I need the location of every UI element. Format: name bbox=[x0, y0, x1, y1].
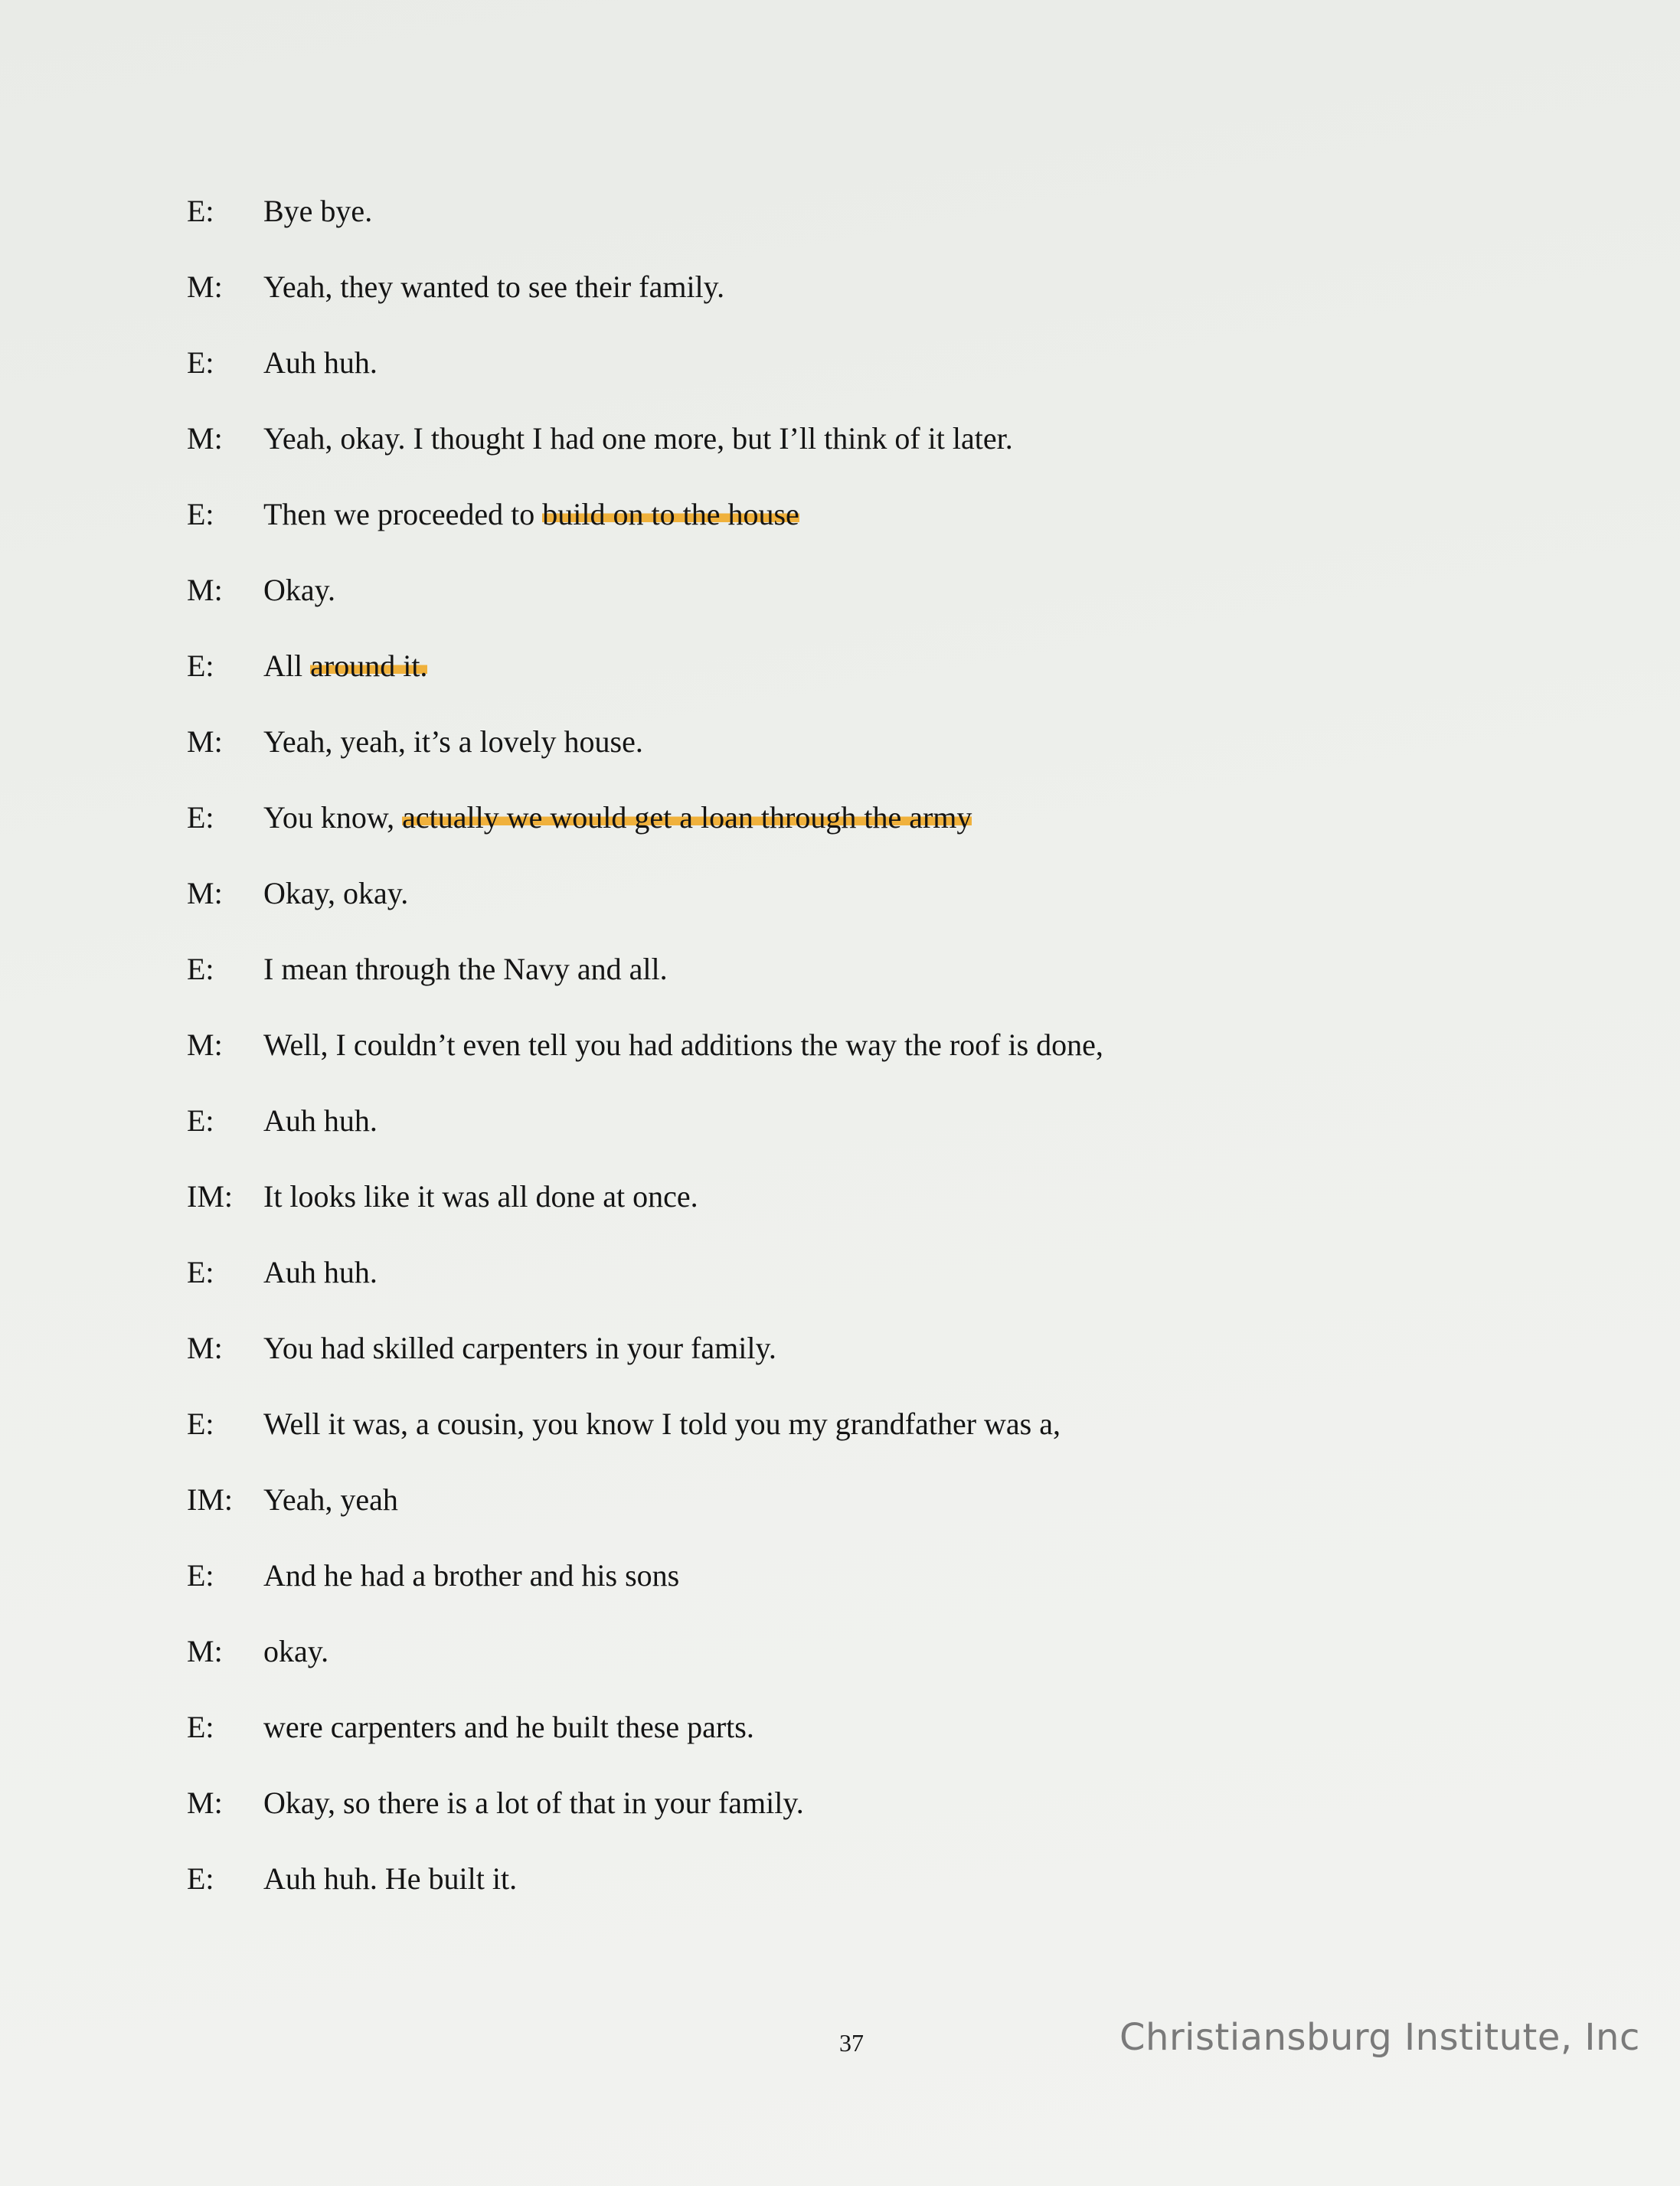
utterance-part: It looks like it was all done at once. bbox=[263, 1179, 698, 1214]
speaker-label: E: bbox=[187, 952, 214, 986]
transcript bbox=[187, 187, 1489, 1930]
utterance-part: okay. bbox=[263, 1634, 329, 1668]
speaker-label: E: bbox=[187, 345, 214, 380]
page-number: 37 bbox=[839, 2029, 864, 2057]
utterance-text bbox=[263, 1324, 776, 1373]
transcript-line bbox=[187, 414, 1489, 490]
utterance-text bbox=[263, 717, 643, 766]
speaker-label: M: bbox=[187, 421, 223, 456]
speaker-label: E: bbox=[187, 1710, 214, 1744]
utterance-text bbox=[263, 1096, 378, 1145]
utterance-text bbox=[263, 642, 427, 691]
utterance-part: Okay, so there is a lot of that in your family. bbox=[263, 1786, 804, 1820]
speaker-label: M: bbox=[187, 724, 223, 759]
speaker-label: E: bbox=[187, 649, 214, 683]
utterance-text bbox=[263, 1400, 1061, 1449]
transcript-line bbox=[187, 1096, 1489, 1172]
utterance-part: Yeah, yeah bbox=[263, 1482, 398, 1517]
utterance-part: Bye bye. bbox=[263, 194, 373, 228]
utterance-part: I mean through the Navy and all. bbox=[263, 952, 668, 986]
speaker-label: M: bbox=[187, 1634, 223, 1668]
highlighted-phrase: around it. bbox=[310, 642, 427, 691]
utterance-text bbox=[263, 414, 1013, 463]
transcript-line bbox=[187, 1854, 1489, 1930]
utterance-text bbox=[263, 945, 668, 994]
utterance-part: Yeah, they wanted to see their family. bbox=[263, 270, 725, 304]
speaker-label: E: bbox=[187, 1558, 214, 1593]
transcript-line bbox=[187, 793, 1489, 869]
transcript-line bbox=[187, 869, 1489, 945]
utterance-text bbox=[263, 793, 972, 842]
transcript-line bbox=[187, 566, 1489, 642]
highlighted-phrase: actually we would get a loan through the army bbox=[402, 793, 972, 842]
utterance-text bbox=[263, 1172, 698, 1221]
utterance-text bbox=[263, 566, 335, 615]
speaker-label: E: bbox=[187, 800, 214, 835]
speaker-label: M: bbox=[187, 1331, 223, 1365]
utterance-part: Okay. bbox=[263, 573, 336, 607]
utterance-part: All bbox=[263, 649, 311, 683]
utterance-part: Auh huh. bbox=[263, 1103, 378, 1138]
utterance-text bbox=[263, 490, 799, 539]
transcript-line bbox=[187, 1475, 1489, 1551]
utterance-part: You know, bbox=[263, 800, 403, 835]
utterance-text bbox=[263, 1551, 679, 1600]
transcript-line bbox=[187, 187, 1489, 263]
utterance-part: Then we proceeded to bbox=[263, 497, 543, 531]
utterance-part: Yeah, yeah, it’s a lovely house. bbox=[263, 724, 643, 759]
transcript-line bbox=[187, 1172, 1489, 1248]
utterance-text bbox=[263, 1703, 754, 1752]
transcript-line bbox=[187, 338, 1489, 414]
transcript-line bbox=[187, 717, 1489, 793]
utterance-text bbox=[263, 1627, 328, 1676]
transcript-line bbox=[187, 1703, 1489, 1779]
utterance-text bbox=[263, 1021, 1103, 1070]
transcript-line bbox=[187, 263, 1489, 338]
speaker-label: E: bbox=[187, 1255, 214, 1289]
utterance-text bbox=[263, 1779, 804, 1828]
utterance-text bbox=[263, 1248, 378, 1297]
speaker-label: IM: bbox=[187, 1482, 233, 1517]
highlighted-phrase: build on to the house bbox=[542, 490, 799, 539]
speaker-label: IM: bbox=[187, 1179, 233, 1214]
utterance-part: were carpenters and he built these parts. bbox=[263, 1710, 754, 1744]
transcript-line bbox=[187, 490, 1489, 566]
speaker-label: E: bbox=[187, 1103, 214, 1138]
speaker-label: M: bbox=[187, 1786, 223, 1820]
utterance-text bbox=[263, 869, 408, 918]
speaker-label: E: bbox=[187, 194, 214, 228]
transcript-line bbox=[187, 1779, 1489, 1854]
speaker-label: M: bbox=[187, 573, 223, 607]
utterance-part: Auh huh. He built it. bbox=[263, 1861, 518, 1896]
speaker-label: E: bbox=[187, 497, 214, 531]
utterance-text bbox=[263, 338, 378, 387]
transcript-line bbox=[187, 1248, 1489, 1324]
transcript-line bbox=[187, 1021, 1489, 1096]
watermark-text: Christiansburg Institute, Inc bbox=[1119, 2016, 1640, 2059]
utterance-part: Yeah, okay. I thought I had one more, but I’ll think of it later. bbox=[263, 421, 1013, 456]
utterance-part: Well it was, a cousin, you know I told you my grandfather was a, bbox=[263, 1407, 1061, 1441]
utterance-part: Auh huh. bbox=[263, 1255, 378, 1289]
transcript-line bbox=[187, 1551, 1489, 1627]
transcript-line bbox=[187, 945, 1489, 1021]
utterance-text bbox=[263, 1475, 398, 1524]
speaker-label: M: bbox=[187, 1028, 223, 1062]
utterance-part: You had skilled carpenters in your family. bbox=[263, 1331, 776, 1365]
transcript-line bbox=[187, 642, 1489, 717]
speaker-label: M: bbox=[187, 876, 223, 910]
utterance-part: Okay, okay. bbox=[263, 876, 409, 910]
transcript-line bbox=[187, 1324, 1489, 1400]
transcript-line bbox=[187, 1627, 1489, 1703]
transcript-line bbox=[187, 1400, 1489, 1475]
speaker-label: E: bbox=[187, 1861, 214, 1896]
utterance-part: Well, I couldn’t even tell you had additions the way the roof is done, bbox=[263, 1028, 1103, 1062]
utterance-text bbox=[263, 1854, 517, 1903]
speaker-label: M: bbox=[187, 270, 223, 304]
speaker-label: E: bbox=[187, 1407, 214, 1441]
utterance-part: Auh huh. bbox=[263, 345, 378, 380]
utterance-text bbox=[263, 263, 724, 312]
utterance-part: And he had a brother and his sons bbox=[263, 1558, 680, 1593]
utterance-text bbox=[263, 187, 372, 236]
